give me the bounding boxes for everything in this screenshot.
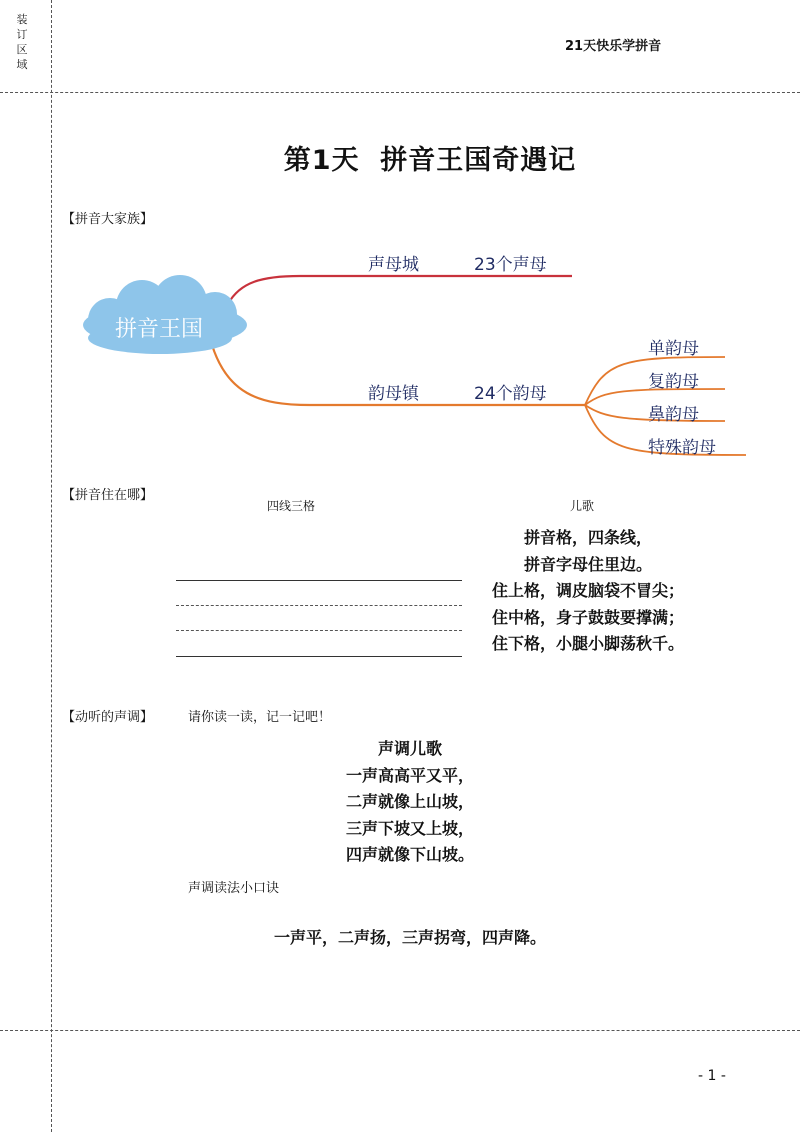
mindmap-root: 拼音王国	[115, 317, 204, 342]
section-label-tones: 【动听的声调】	[62, 710, 154, 725]
rhyme-line: 拼音格，四条线，	[523, 528, 652, 547]
binding-char: 区	[16, 43, 28, 56]
binding-char: 域	[16, 58, 28, 71]
page-number: - 1 -	[698, 1068, 726, 1084]
footer-divider	[0, 1030, 800, 1031]
staff-line-bottom	[176, 656, 462, 657]
node-finals-count: 24个韵母	[474, 384, 547, 404]
node-special-finals: 特殊韵母	[648, 438, 716, 458]
node-finals-town: 韵母镇	[368, 384, 419, 404]
rhyme-poem	[478, 525, 698, 658]
rhyme-label: 儿歌	[570, 499, 595, 513]
tone-song-line: 一声高高平又平，	[345, 765, 474, 785]
node-initials-count: 23个声母	[474, 255, 547, 275]
branch-line-initials	[228, 276, 572, 304]
node-compound-finals: 复韵母	[648, 372, 699, 392]
rhyme-line: 住上格，调皮脑袋不冒尖；	[491, 581, 684, 600]
tone-formula: 一声平，二声扬，三声拐弯，四声降。	[273, 928, 546, 947]
staff-line-upper-middle	[176, 605, 462, 606]
node-nasal-finals: 鼻韵母	[648, 405, 699, 425]
tone-song-line: 二声就像上山坡，	[345, 792, 474, 811]
tones-instruction: 请你读一读，记一记吧！	[188, 710, 332, 725]
binding-char: 装	[16, 13, 28, 26]
rhyme-line: 拼音字母住里边。	[523, 554, 652, 574]
page-title: 第1天 拼音王国奇遇记	[283, 145, 577, 176]
binding-char: 订	[16, 28, 28, 41]
staff-line-lower-middle	[176, 630, 462, 631]
node-initials-city: 声母城	[368, 255, 419, 275]
tone-song-line: 四声就像下山坡。	[345, 845, 474, 864]
section-label-pinyin-family: 【拼音大家族】	[62, 212, 154, 227]
rhyme-line: 住中格，身子鼓鼓要撑满；	[491, 607, 684, 627]
tone-song-line: 三声下坡又上坡，	[345, 818, 474, 838]
tone-song-title: 声调儿歌	[377, 739, 442, 758]
section-label-pinyin-home: 【拼音住在哪】	[62, 488, 154, 503]
header-title: 21天快乐学拼音	[565, 39, 662, 54]
rhyme-line: 住下格，小腿小脚荡秋千。	[491, 634, 684, 653]
node-simple-finals: 单韵母	[648, 339, 699, 359]
staff-label: 四线三格	[267, 499, 316, 513]
staff-line-top	[176, 580, 462, 581]
tone-song	[300, 736, 520, 869]
tone-formula-label: 声调读法小口诀	[188, 881, 280, 896]
